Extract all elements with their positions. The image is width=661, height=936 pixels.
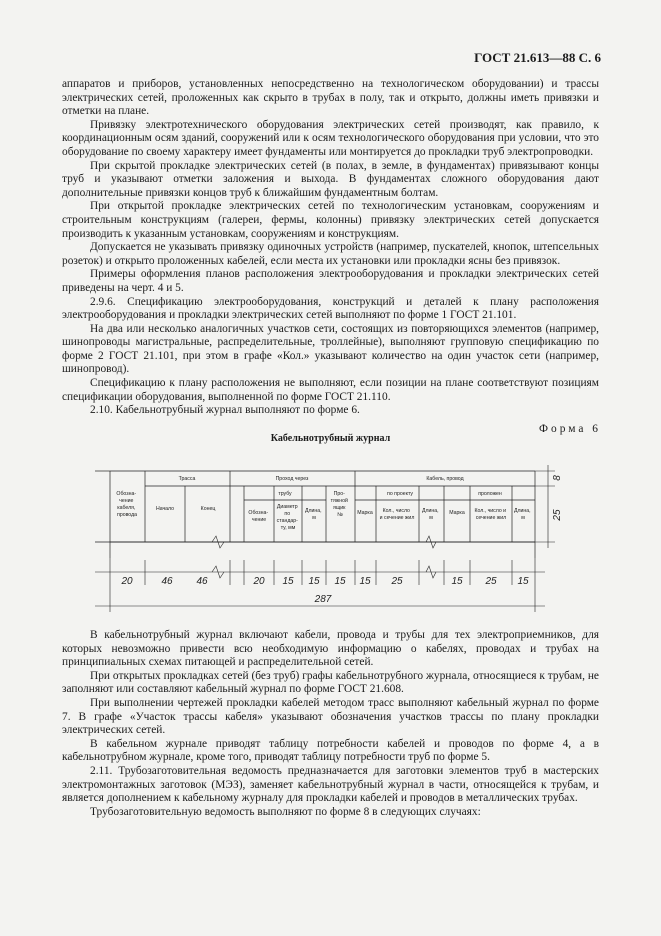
col-length-by-project: Длина, м	[421, 508, 439, 521]
col-by-project: по проекту	[387, 491, 413, 497]
paragraph: В кабельном журнале приводят таблицу потребности кабелей и проводов по форме 4, а в кабельнотрубном журнале, кроме того, приводят таблицу потребности труб по форме 5.	[62, 737, 599, 764]
body-text-bottom	[62, 629, 599, 819]
paragraph: Допускается не указывать привязку одиночных устройств (например, пускателей, кнопок, штепсельных розеток) и открыто проложенных кабелей, если места их установки или прокладки ясны без привязок.	[62, 241, 599, 267]
col-count-laid: Кол., число и сечение жил	[474, 508, 507, 521]
row-dim-body: 25	[552, 509, 563, 521]
col-cable-wire: Кабель, провод	[426, 476, 464, 482]
dim-value: 15	[517, 576, 529, 587]
dim-value: 15	[334, 576, 346, 587]
col-pipe: трубу	[278, 491, 292, 497]
form-label: Форма 6	[539, 423, 601, 435]
paragraph: 2.10. Кабельнотрубный журнал выполняют по форме 6.	[90, 404, 360, 417]
dim-value: 20	[253, 576, 265, 587]
paragraph: 2.9.6. Спецификацию электрооборудования, конструкций и деталей к плану расположения электрооборудования и прокладки электрических сетей выполняют по форме 1 ГОСТ 21.101.	[62, 295, 599, 322]
dim-value: 25	[485, 576, 497, 587]
total-width: 287	[314, 594, 332, 605]
table-title: Кабельнотрубный журнал	[270, 433, 391, 444]
paragraph: 2.11. Трубозаготовительная ведомость предназначается для заготовки элементов труб в мастерских электромонтажных заготовок (МЭЗ), заменяет кабельнотрубный журнал в части, относящейся к трубам, и является дополнением к кабельному журналу для прокладки кабелей и проводов в металлических трубах.	[62, 764, 599, 805]
col-cable-designation: Обозна- чение кабеля, провода	[116, 491, 137, 518]
paragraph: В кабельнотрубный журнал включают кабели, провода и трубы для тех электроприемников, для которых невозможно привести всю необходимую информацию о кабелях, проводах и трубах на принципиальных схемах питающей и распределительной сетей.	[62, 629, 599, 669]
col-brand-laid: Марка	[449, 510, 465, 516]
col-duct: Про- тяжной ящик №	[330, 491, 348, 518]
paragraph: При открытой прокладке электрических сетей по технологическим установкам, сооружениям и строительным конструкциям (галереи, фермы, колонны) привязку электрических сетей допускается производить к указанным установкам, сооружениям и конструкциям.	[62, 200, 599, 240]
paragraph: Трубозаготовительную ведомость выполняют по форме 8 в следующих случаях:	[90, 805, 481, 818]
paragraph: Привязку электротехнического оборудования электрических сетей производят, как правило, к координационным осям зданий, сооружений или к осям технологического оборудования при условии, что это оборудование по своему характеру имеет фундаменты или монтируется до прокладки труб электропроводки.	[62, 118, 599, 158]
col-through: Проход через	[275, 476, 309, 482]
col-laid: проложен	[478, 491, 502, 497]
paragraph: При выполнении чертежей прокладки кабелей методом трасс выполняют кабельный журнал по форме 7. В графе «Участок трассы кабеля» указывают обозначения участков трассы по плану прокладки электрических сетей.	[62, 696, 599, 737]
paragraph: На два или несколько аналогичных участков сети, состоящих из повторяющихся элементов (например, шинопроводы магистральные, распределительные, троллейные), выполняют групповую спецификацию по форме 2 ГОСТ 21.101, при этом в графе «Кол.» указывают количество на один участок сети (например, шинопровод).	[62, 322, 599, 376]
dim-value: 46	[161, 576, 173, 587]
paragraph: При открытых прокладках сетей (без труб) графы кабельнотрубного журнала, относящиеся к трубам, не заполняют или составляют кабельный журнал по форме ГОСТ 21.608.	[62, 669, 599, 696]
dim-value: 46	[196, 576, 208, 587]
paragraph: Примеры оформления планов расположения электрооборудования и прокладки электрических сетей приведены на черт. 4 и 5.	[62, 268, 599, 294]
col-pipe-designation: Обозна- чение	[248, 510, 269, 523]
col-length-laid: Длина, м	[513, 508, 531, 521]
dim-value: 25	[391, 576, 403, 587]
dim-value: 15	[359, 576, 371, 587]
paragraph: аппаратов и приборов, установленных непосредственно на технологическом оборудовании) и трассы электрических сетей, проложенных как скрыто в трубах в полу, так и открыто, должны иметь привязки и отметки на плане.	[62, 78, 599, 118]
row-dim-header: 8	[552, 475, 563, 481]
dimension-lines	[95, 465, 555, 612]
dim-value: 15	[451, 576, 463, 587]
dim-value: 15	[282, 576, 294, 587]
col-route: Трасса	[178, 476, 196, 482]
col-count-by-project: Кол., число и сечение жил	[379, 508, 415, 521]
dim-value: 15	[308, 576, 320, 587]
paragraph: Спецификацию к плану расположения не выполняют, если позиции на плане соответствуют позициям спецификации оборудования, выполненной по форме ГОСТ 21.110.	[62, 377, 599, 403]
dim-value: 20	[121, 576, 133, 587]
col-route-from: Начало	[155, 506, 175, 512]
paragraph: При скрытой прокладке электрических сетей (в полах, в земле, в фундаментах) привязывают концы труб и указывают отметки заложения и выхода. В фундаментах сложного оборудования дают дополнительные привязки концов труб к ближайшим фундаментным болтам.	[62, 159, 599, 199]
page-header: ГОСТ 21.613—88 С. 6	[474, 50, 601, 65]
col-pipe-length: Длина, м	[304, 508, 322, 521]
col-route-to: Конец	[200, 506, 216, 512]
col-brand: Марка	[357, 510, 373, 516]
col-pipe-diameter: Диаметр по стандар- ту, мм	[276, 504, 298, 531]
